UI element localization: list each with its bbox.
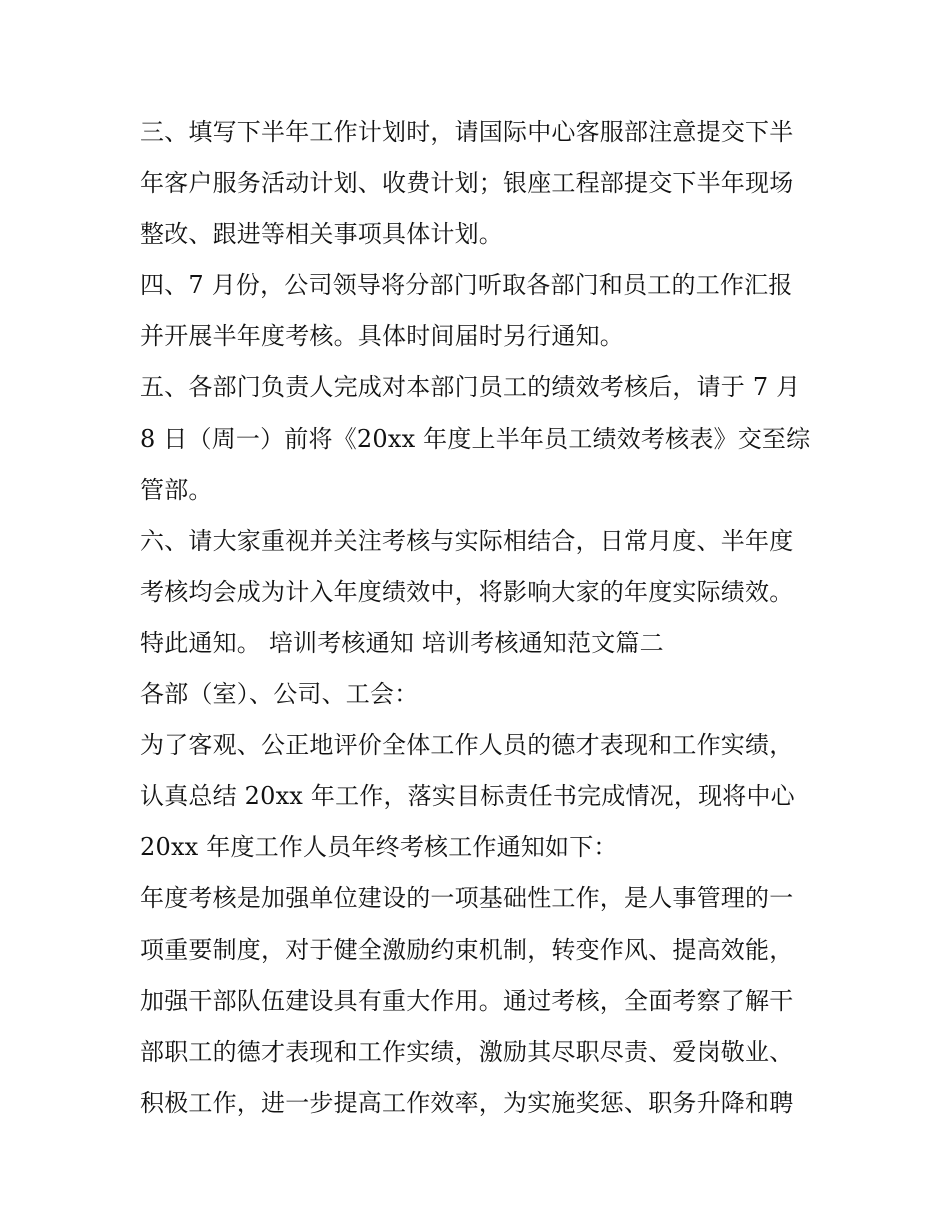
text-line: 管部。 bbox=[140, 475, 213, 504]
text-line: 加强干部队伍建设具有重大作用。通过考核，全面考察了解干 bbox=[140, 986, 794, 1015]
text-line: 五、各部门负责人完成对本部门员工的绩效考核后，请于 7 月 bbox=[140, 373, 801, 402]
text-line: 项重要制度，对于健全激励约束机制，转变作风、提高效能， bbox=[140, 935, 794, 964]
document-body bbox=[140, 107, 820, 1129]
text-line: 特此通知。 培训考核通知 培训考核通知范文篇二 bbox=[140, 628, 664, 657]
text-line: 并开展半年度考核。具体时间届时另行通知。 bbox=[140, 322, 624, 351]
text-line: 8 日（周一）前将《20xx 年度上半年员工绩效考核表》交至综 bbox=[140, 424, 811, 453]
text-line: 考核均会成为计入年度绩效中，将影响大家的年度实际绩效。 bbox=[140, 577, 794, 606]
text-line: 年客户服务活动计划、收费计划；银座工程部提交下半年现场 bbox=[140, 169, 794, 198]
text-line: 认真总结 20xx 年工作，落实目标责任书完成情况，现将中心 bbox=[140, 782, 795, 811]
text-line: 20xx 年度工作人员年终考核工作通知如下： bbox=[140, 833, 618, 862]
text-line: 年度考核是加强单位建设的一项基础性工作，是人事管理的一 bbox=[140, 884, 794, 913]
text-line: 积极工作，进一步提高工作效率，为实施奖惩、职务升降和聘 bbox=[140, 1088, 794, 1117]
text-line: 为了客观、公正地评价全体工作人员的德才表现和工作实绩， bbox=[140, 731, 794, 760]
text-line: 六、请大家重视并关注考核与实际相结合，日常月度、半年度 bbox=[140, 526, 794, 555]
text-line: 各部（室）、公司、工会： bbox=[140, 680, 419, 709]
text-line: 部职工的德才表现和工作实绩，激励其尽职尽责、爱岗敬业、 bbox=[140, 1037, 794, 1066]
text-line: 整改、跟进等相关事项具体计划。 bbox=[140, 220, 503, 249]
text-line: 四、7 月份，公司领导将分部门听取各部门和员工的工作汇报 bbox=[140, 271, 793, 300]
text-line: 三、填写下半年工作计划时，请国际中心客服部注意提交下半 bbox=[140, 118, 794, 146]
